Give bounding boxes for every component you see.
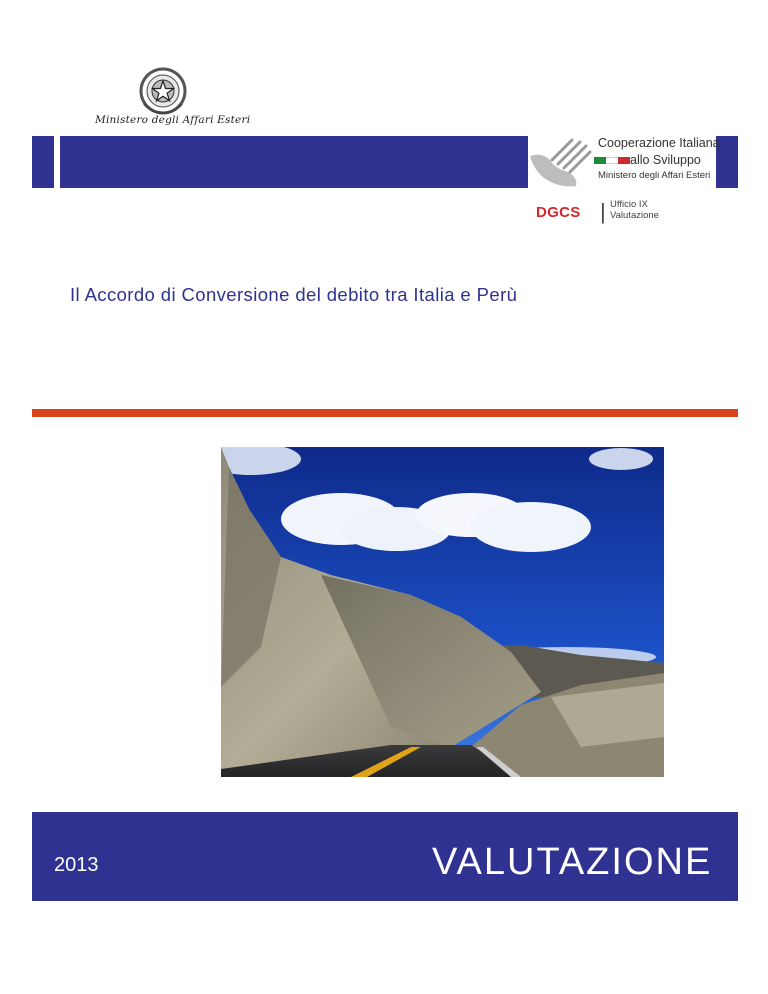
red-divider <box>32 409 738 417</box>
dgcs-separator: | <box>600 199 606 224</box>
logo-line-2: allo Sviluppo <box>630 153 701 167</box>
logo-line-1: Cooperazione Italiana <box>598 136 720 150</box>
footer-label: VALUTAZIONE <box>432 841 713 883</box>
logo-line-3: Ministero degli Affari Esteri <box>598 170 711 181</box>
cover-photo <box>221 447 664 777</box>
italian-flag-icon <box>594 154 630 166</box>
office-line-2: Valutazione <box>610 210 659 221</box>
office-line-1: Ufficio IX <box>610 199 648 210</box>
document-title: Il Accordo di Conversione del debito tra Italia e Perù <box>70 284 518 305</box>
ministry-label: Ministero degli Affari Esteri <box>95 114 251 126</box>
italian-republic-emblem-icon <box>138 66 188 116</box>
dgcs-label: DGCS <box>536 204 581 221</box>
footer-year: 2013 <box>54 854 99 876</box>
header-band-left <box>32 136 54 188</box>
header-band <box>60 136 528 188</box>
